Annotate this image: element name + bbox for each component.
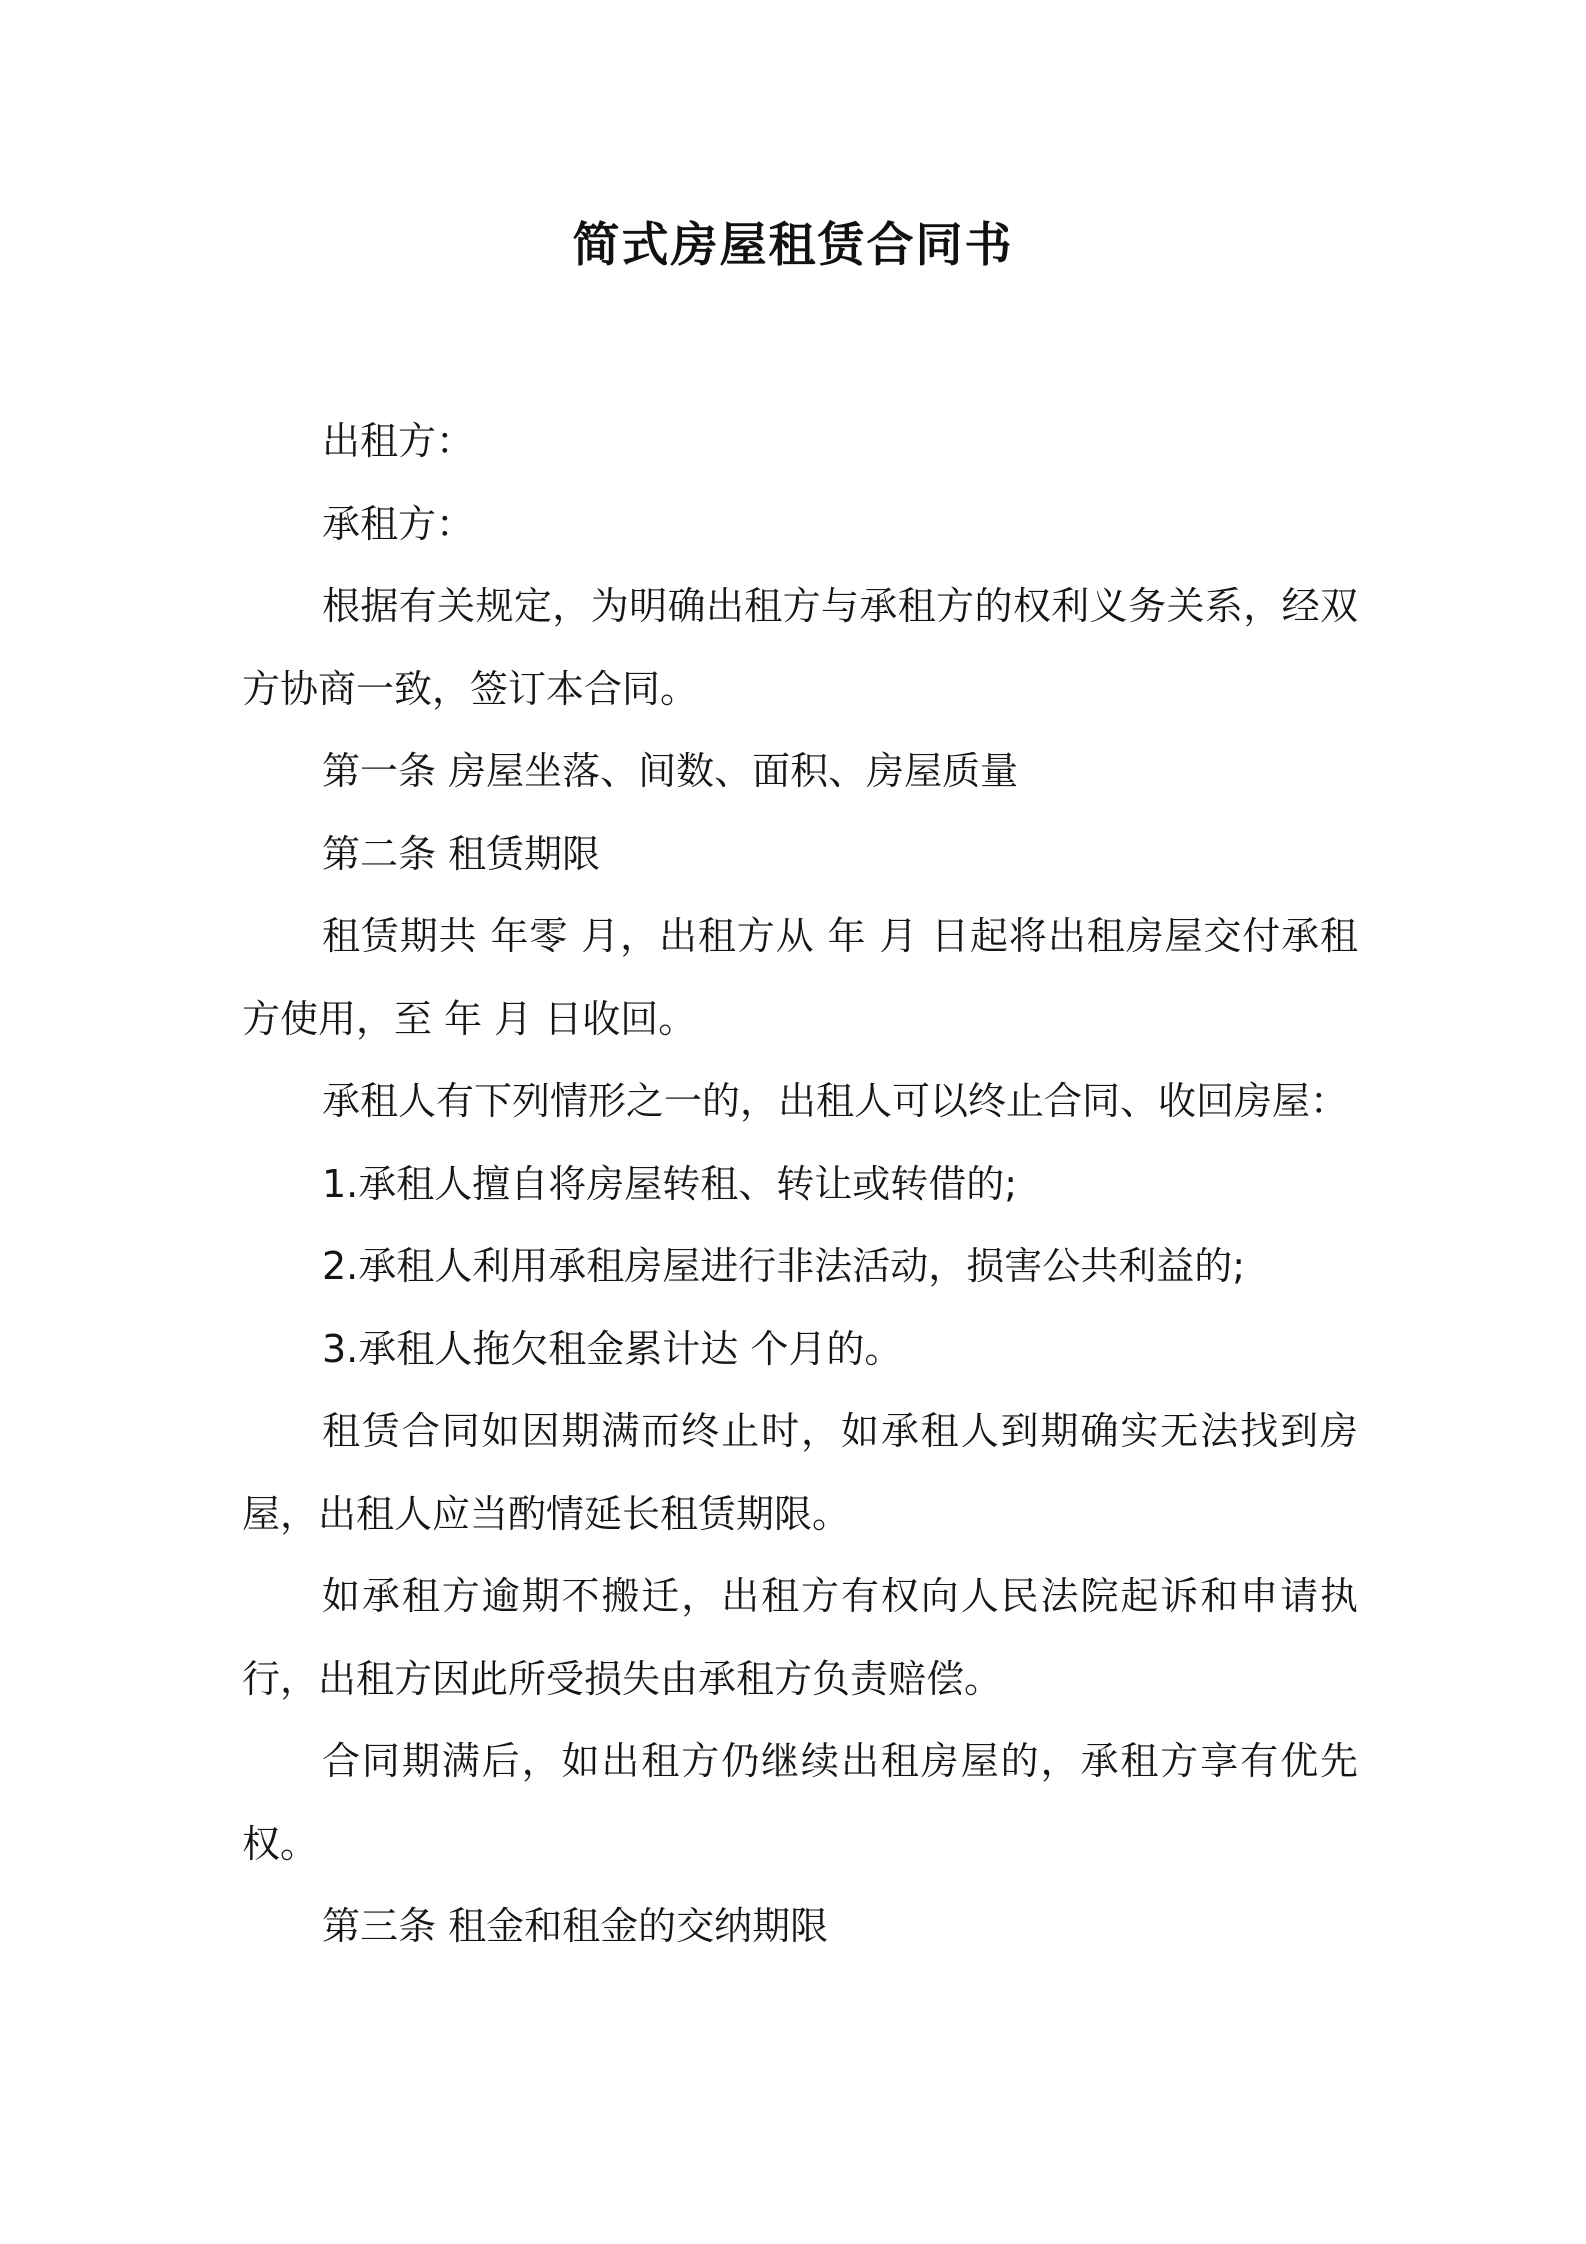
termination-item-1: 1.承租人擅自将房屋转租、转让或转借的; — [322, 1161, 1018, 1206]
article-2-heading: 第二条 租赁期限 — [322, 831, 601, 876]
expiry-extension-paragraph: 租赁合同如因期满而终止时，如承租人到期确实无法找到房屋，出租人应当酌情延长租赁期限。 — [242, 1409, 1358, 1536]
priority-right-paragraph: 合同期满后，如出租方仍继续出租房屋的，承租方享有优先权。 — [242, 1739, 1358, 1866]
article-1-heading: 第一条 房屋坐落、间数、面积、房屋质量 — [322, 749, 1019, 793]
lessee-line: 承租方： — [322, 501, 475, 546]
document-body — [242, 400, 1358, 1968]
overstay-paragraph: 如承租方逾期不搬迁，出租方有权向人民法院起诉和申请执行，出租方因此所受损失由承租方负责赔偿。 — [242, 1574, 1358, 1701]
lease-term-paragraph: 租赁期共 年零 月，出租方从 年 月 日起将出租房屋交付承租方使用，至 年 月 日收回。 — [242, 914, 1358, 1041]
termination-item-3: 3.承租人拖欠租金累计达 个月的。 — [322, 1326, 903, 1371]
lessor-line: 出租方： — [322, 419, 475, 463]
termination-intro-paragraph: 承租人有下列情形之一的，出租人可以终止合同、收回房屋： — [322, 1079, 1349, 1123]
preamble-paragraph: 根据有关规定，为明确出租方与承租方的权利义务关系，经双方协商一致，签订本合同。 — [242, 584, 1358, 711]
document-title: 简式房屋租赁合同书 — [572, 218, 1014, 273]
termination-item-2: 2.承租人利用承租房屋进行非法活动，损害公共利益的; — [322, 1244, 1246, 1288]
article-3-heading: 第三条 租金和租金的交纳期限 — [322, 1904, 829, 1948]
